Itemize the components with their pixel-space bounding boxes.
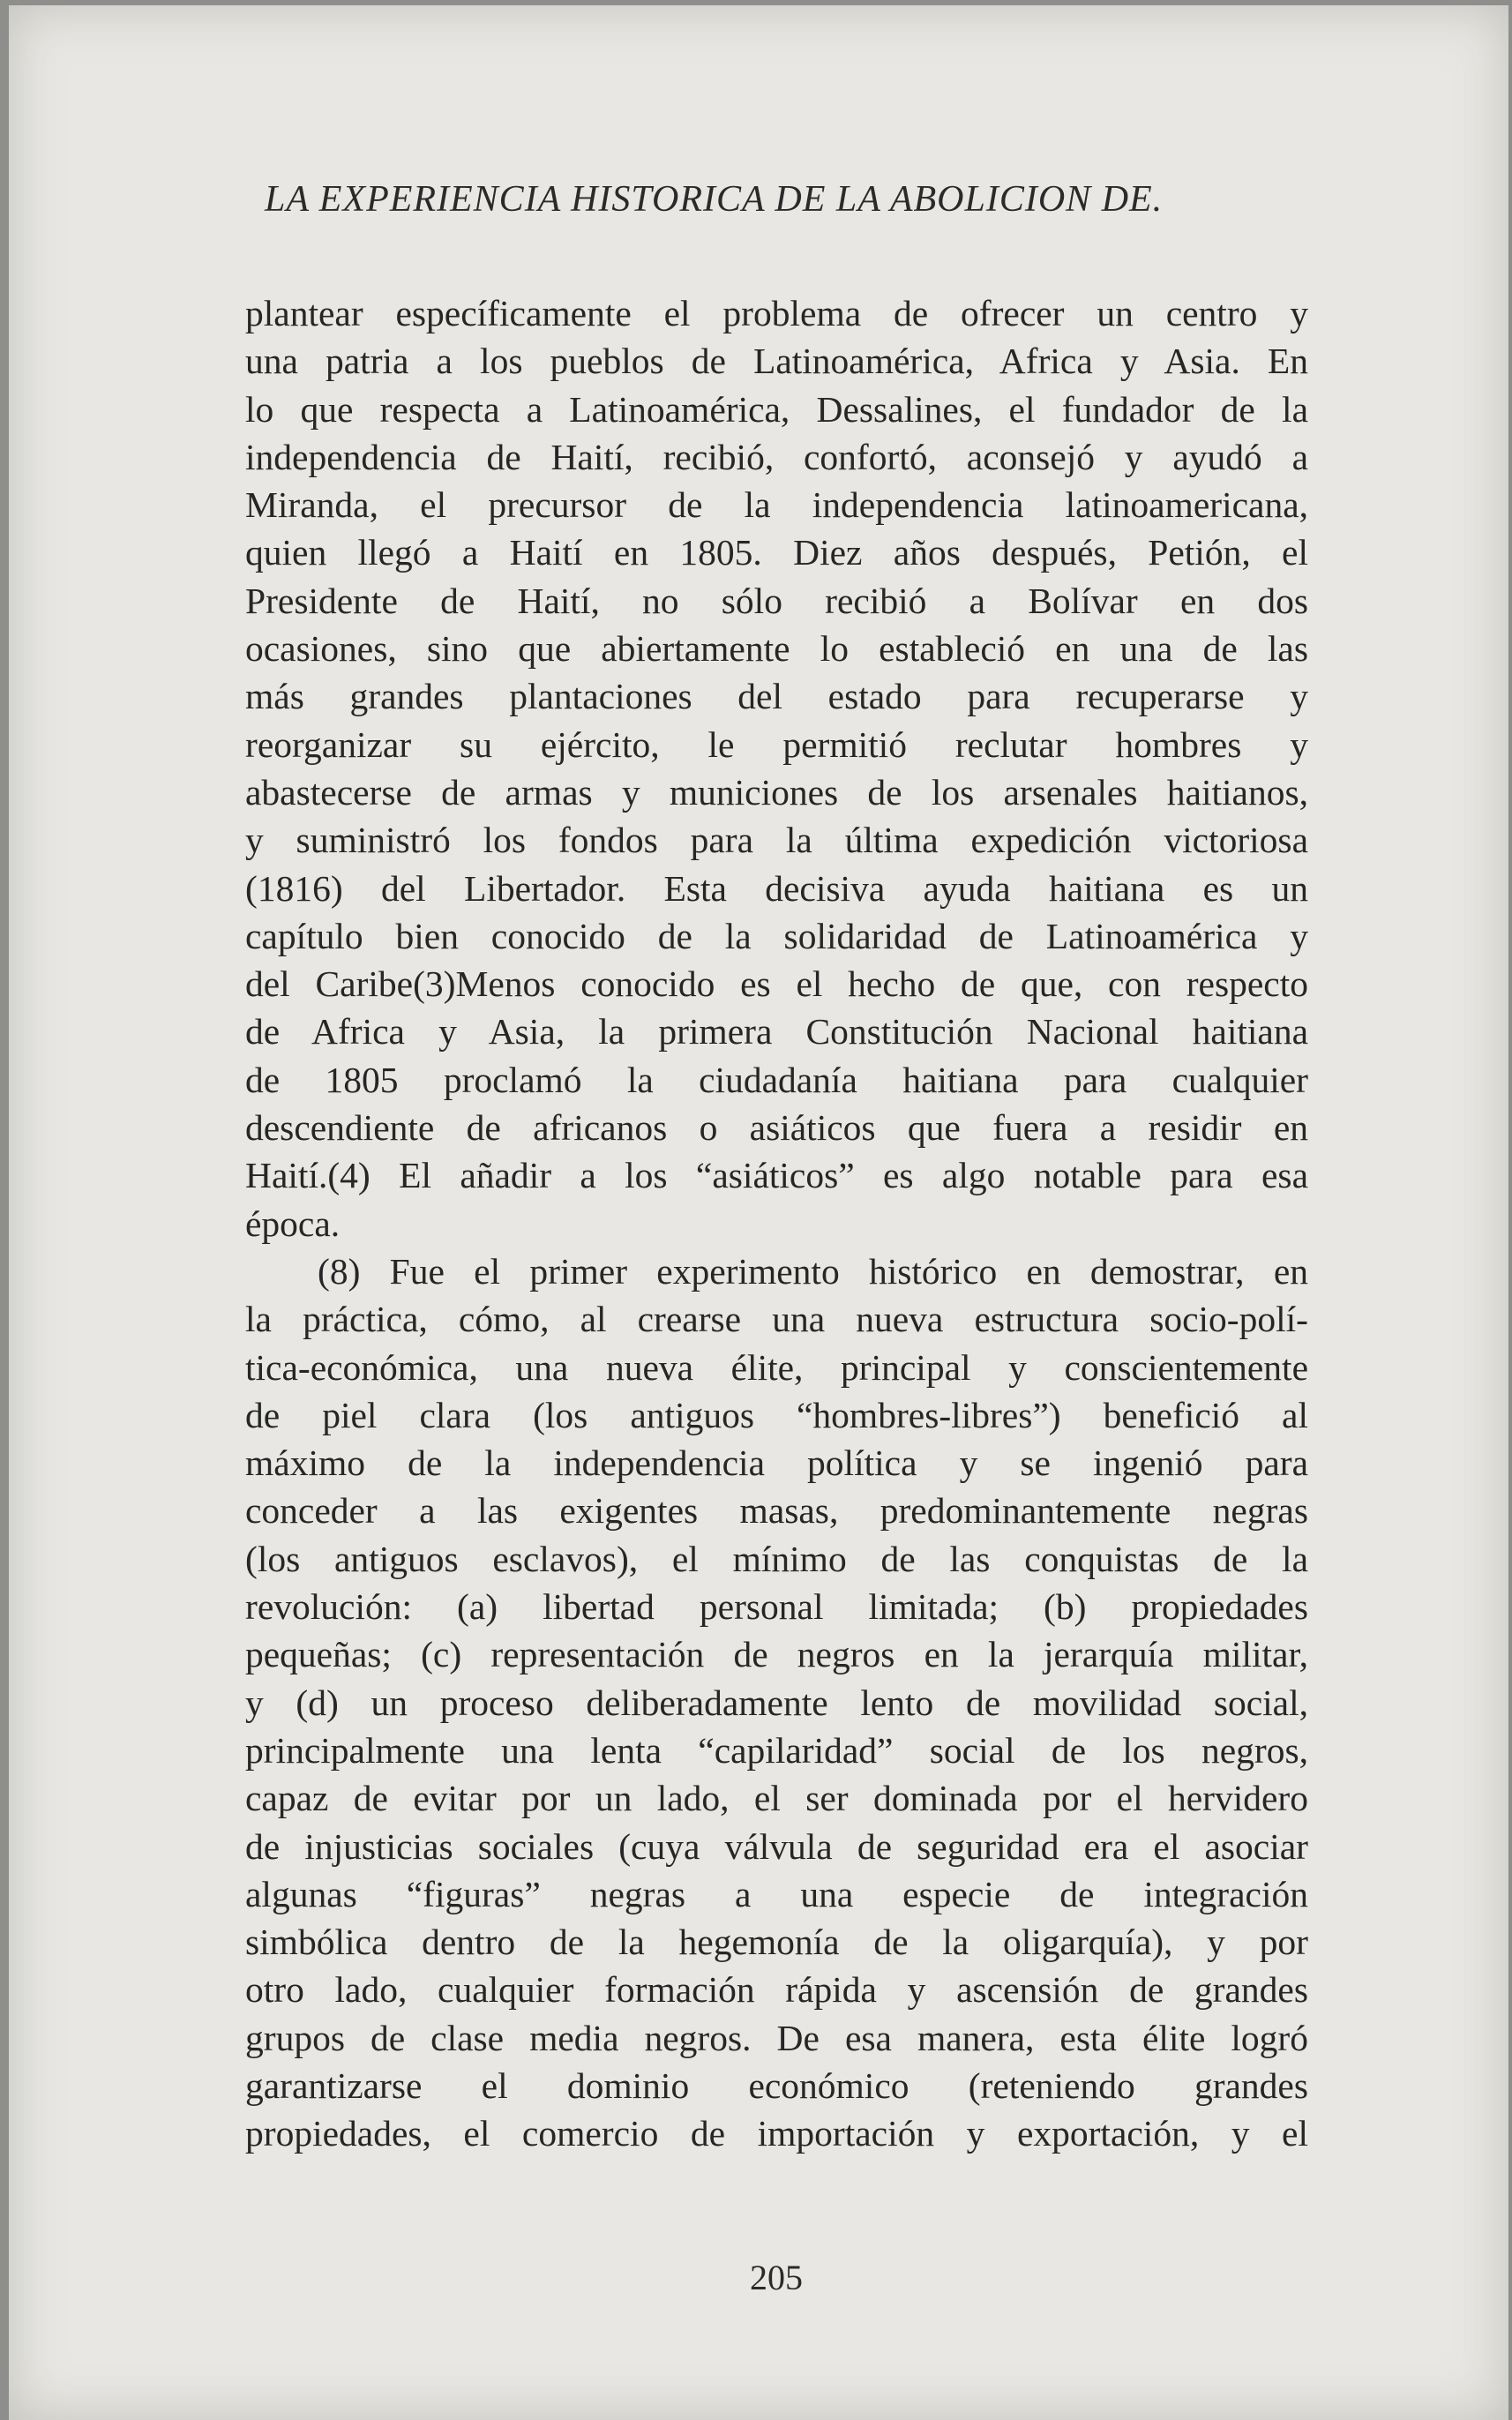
text-line: Presidente de Haití, no sólo recibió a Bolívar en dos — [245, 580, 1308, 621]
text-line: y suministró los fondos para la última expedición victoriosa — [245, 820, 1308, 861]
text-line: del Caribe(3)Menos conocido es el hecho de que, con respecto — [245, 963, 1308, 1005]
text-line: de piel clara (los antiguos “hombres-libres”) benefició al — [245, 1394, 1308, 1435]
text-line: lo que respecta a Latinoamérica, Dessalines, el fundador de la — [245, 388, 1308, 430]
text-line: tica-económica, una nueva élite, principal y conscientemente — [245, 1346, 1308, 1388]
text-line: abastecerse de armas y municiones de los arsenales haitianos, — [245, 771, 1308, 813]
text-line: quien llegó a Haití en 1805. Diez años después, Petión, el — [245, 532, 1308, 573]
text-line: (1816) del Libertador. Esta decisiva ayuda haitiana es un — [245, 867, 1308, 909]
text-line: de Africa y Asia, la primera Constitución Nacional haitiana — [245, 1011, 1308, 1053]
text-line: Haití.(4) El añadir a los “asiáticos” es algo notable para esa — [245, 1155, 1308, 1196]
text-line: época. — [245, 1203, 341, 1244]
text-line: (los antiguos esclavos), el mínimo de las conquistas de la — [245, 1538, 1308, 1579]
text-line: de 1805 proclamó la ciudadanía haitiana para cualquier — [245, 1059, 1308, 1100]
text-line: otro lado, cualquier formación rápida y ascensión de grandes — [245, 1969, 1308, 2011]
text-line: plantear específicamente el problema de ofrecer un centro y — [245, 293, 1308, 333]
text-line: capítulo bien conocido de la solidaridad de Latinoamérica y — [245, 915, 1308, 956]
book-page — [9, 5, 1508, 2420]
body-text — [245, 289, 1308, 2158]
text-line: más grandes plantaciones del estado para recuperarse y — [245, 676, 1308, 717]
text-line: pequeñas; (c) representación de negros en la jerarquía militar, — [245, 1634, 1308, 1675]
text-line: y (d) un proceso deliberadamente lento de movilidad social, — [245, 1682, 1308, 1723]
text-line: grupos de clase media negros. De esa manera, esta élite logró — [245, 2017, 1308, 2058]
text-line: Miranda, el precursor de la independencia latinoamericana, — [245, 484, 1308, 526]
text-line: ocasiones, sino que abiertamente lo estableció en una de las — [245, 628, 1308, 670]
text-line: la práctica, cómo, al crearse una nueva estructura socio-polí- — [245, 1299, 1308, 1340]
running-head: LA EXPERIENCIA HISTORICA DE LA ABOLICION DE. — [265, 179, 1164, 220]
text-line: reorganizar su ejército, le permitió reclutar hombres y — [245, 723, 1308, 765]
text-line: una patria a los pueblos de Latinoamérica, Africa y Asia. En — [245, 341, 1308, 382]
text-line: algunas “figuras” negras a una especie de integración — [245, 1873, 1308, 1914]
text-line: simbólica dentro de la hegemonía de la oligarquía), y por — [245, 1922, 1308, 1963]
page-number: 205 — [750, 2258, 803, 2297]
text-line: propiedades, el comercio de importación y exportación, y el — [245, 2113, 1308, 2154]
text-line: (8) Fue el primer experimento histórico en demostrar, en — [318, 1250, 1308, 1292]
text-line: capaz de evitar por un lado, el ser dominada por el hervidero — [245, 1778, 1308, 1819]
text-line: revolución: (a) libertad personal limitada; (b) propiedades — [245, 1586, 1308, 1628]
text-line: conceder a las exigentes masas, predominantemente negras — [245, 1490, 1308, 1532]
text-line: principalmente una lenta “capilaridad” social de los negros, — [245, 1729, 1308, 1771]
paragraph-2 — [245, 1247, 1308, 2158]
text-line: descendiente de africanos o asiáticos que fuera a residir en — [245, 1107, 1308, 1149]
paragraph-1 — [245, 289, 1308, 1247]
text-line: garantizarse el dominio económico (reteniendo grandes — [245, 2064, 1308, 2106]
text-line: de injusticias sociales (cuya válvula de seguridad era el asociar — [245, 1825, 1308, 1867]
text-line: máximo de la independencia política y se ingenió para — [245, 1442, 1308, 1484]
text-line: independencia de Haití, recibió, confortó, aconsejó y ayudó a — [245, 436, 1308, 477]
